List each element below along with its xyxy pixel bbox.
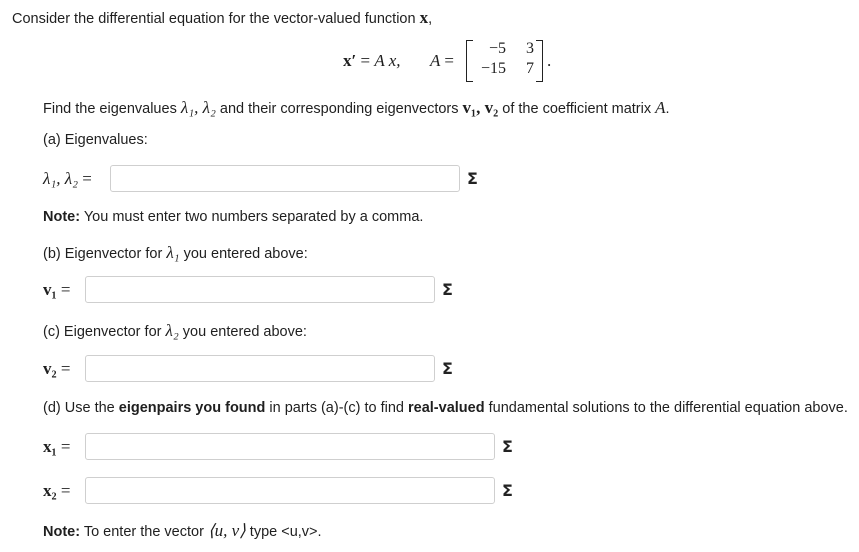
part-d-t2: in parts (a)-(c) to find <box>265 400 408 416</box>
part-b-label <box>43 280 70 300</box>
x1-label <box>43 437 70 457</box>
solution1-input[interactable] <box>86 434 494 459</box>
final-note-vec: ⟨u, v⟩ <box>207 521 246 540</box>
part-c-label-text: v₂ <box>43 359 57 378</box>
part-a-label-text: λ₁, λ₂ <box>43 169 79 188</box>
find-t4: . <box>665 101 670 117</box>
part-b-label-text: v₁ <box>43 280 57 299</box>
intro-text <box>12 8 432 28</box>
intro-suffix: , <box>428 11 433 27</box>
eigenvector1-sigma-icon[interactable]: Σ <box>442 280 453 299</box>
matrix-period: . <box>547 51 552 70</box>
x1-eq: = <box>60 437 71 456</box>
part-c-lambda: λ₂ <box>165 321 179 340</box>
part-b-eq: = <box>60 280 71 299</box>
solution1-sigma-icon[interactable]: Σ <box>502 437 513 456</box>
solution2-sigma-icon[interactable]: Σ <box>502 481 513 500</box>
part-b-prefix: (b) Eigenvector for <box>43 246 167 262</box>
matrix-cell-00: −5 <box>488 40 506 57</box>
matrix-right-bracket <box>536 40 543 82</box>
final-note-t1: To enter the vector <box>80 524 208 540</box>
find-lambdas: λ₁, λ₂ <box>180 98 216 117</box>
eigenvalues-field[interactable] <box>110 165 460 192</box>
part-d-t3: fundamental solutions to the differential equation above. <box>484 400 848 416</box>
part-b-heading <box>43 243 308 263</box>
x2-eq: = <box>60 481 71 500</box>
part-c-heading <box>43 321 307 341</box>
equation-eq: = <box>360 51 371 70</box>
part-c-suffix: you entered above: <box>178 324 307 340</box>
eigenvector1-input[interactable] <box>86 277 434 302</box>
find-t1: Find the eigenvalues <box>43 101 181 117</box>
eigenvalues-sigma-icon[interactable]: Σ <box>467 169 478 188</box>
equation-rhs: A x, <box>374 51 401 70</box>
find-text <box>43 98 670 118</box>
final-note-bold: Note: <box>43 524 81 540</box>
part-c-prefix: (c) Eigenvector for <box>43 324 166 340</box>
find-t2: and their corresponding eigenvectors <box>215 101 463 117</box>
eigenvector1-field[interactable] <box>85 276 435 303</box>
matrix-cell-10: −15 <box>480 60 506 77</box>
part-d-b2: real-valued <box>408 400 485 416</box>
matrix-cell-01: 3 <box>526 40 534 57</box>
matrix-cell-11: 7 <box>526 60 534 77</box>
matrix-eq: = <box>444 51 454 70</box>
final-note <box>43 521 322 541</box>
find-vecs: v₁, v₂ <box>462 98 499 117</box>
eigenvector2-sigma-icon[interactable]: Σ <box>442 359 453 378</box>
part-a-heading: (a) Eigenvalues: <box>43 132 148 148</box>
intro-prefix: Consider the differential equation for the vector-valued function <box>12 11 420 27</box>
eigenvector2-input[interactable] <box>86 356 434 381</box>
x2-label <box>43 481 70 501</box>
equation <box>343 51 401 71</box>
part-a-note-text: You must enter two numbers separated by a comma. <box>80 209 424 225</box>
matrix-name-text: A <box>430 51 441 70</box>
part-d-heading <box>43 400 848 416</box>
find-mat: A <box>655 98 666 117</box>
part-d-t1: (d) Use the <box>43 400 119 416</box>
part-a-label <box>43 169 92 189</box>
part-c-label <box>43 359 70 379</box>
x1-label-text: x₁ <box>43 437 57 456</box>
part-a-eq: = <box>82 169 92 188</box>
solution2-field[interactable] <box>85 477 495 504</box>
part-a-note-bold: Note: <box>43 209 81 225</box>
find-t3: of the coefficient matrix <box>498 101 656 117</box>
part-b-suffix: you entered above: <box>179 246 308 262</box>
part-a-note <box>43 209 423 225</box>
solution1-field[interactable] <box>85 433 495 460</box>
part-c-eq: = <box>60 359 71 378</box>
intro-var: x <box>419 8 429 27</box>
matrix-body <box>472 40 534 80</box>
eigenvalues-input[interactable] <box>111 166 459 191</box>
part-b-lambda: λ₁ <box>166 243 180 262</box>
solution2-input[interactable] <box>86 478 494 503</box>
part-d-b1: eigenpairs you found <box>118 400 266 416</box>
final-note-t2: type <u,v>. <box>245 524 322 540</box>
x2-label-text: x₂ <box>43 481 57 500</box>
eigenvector2-field[interactable] <box>85 355 435 382</box>
matrix-name <box>430 51 454 71</box>
equation-lhs: x′ <box>343 51 357 70</box>
